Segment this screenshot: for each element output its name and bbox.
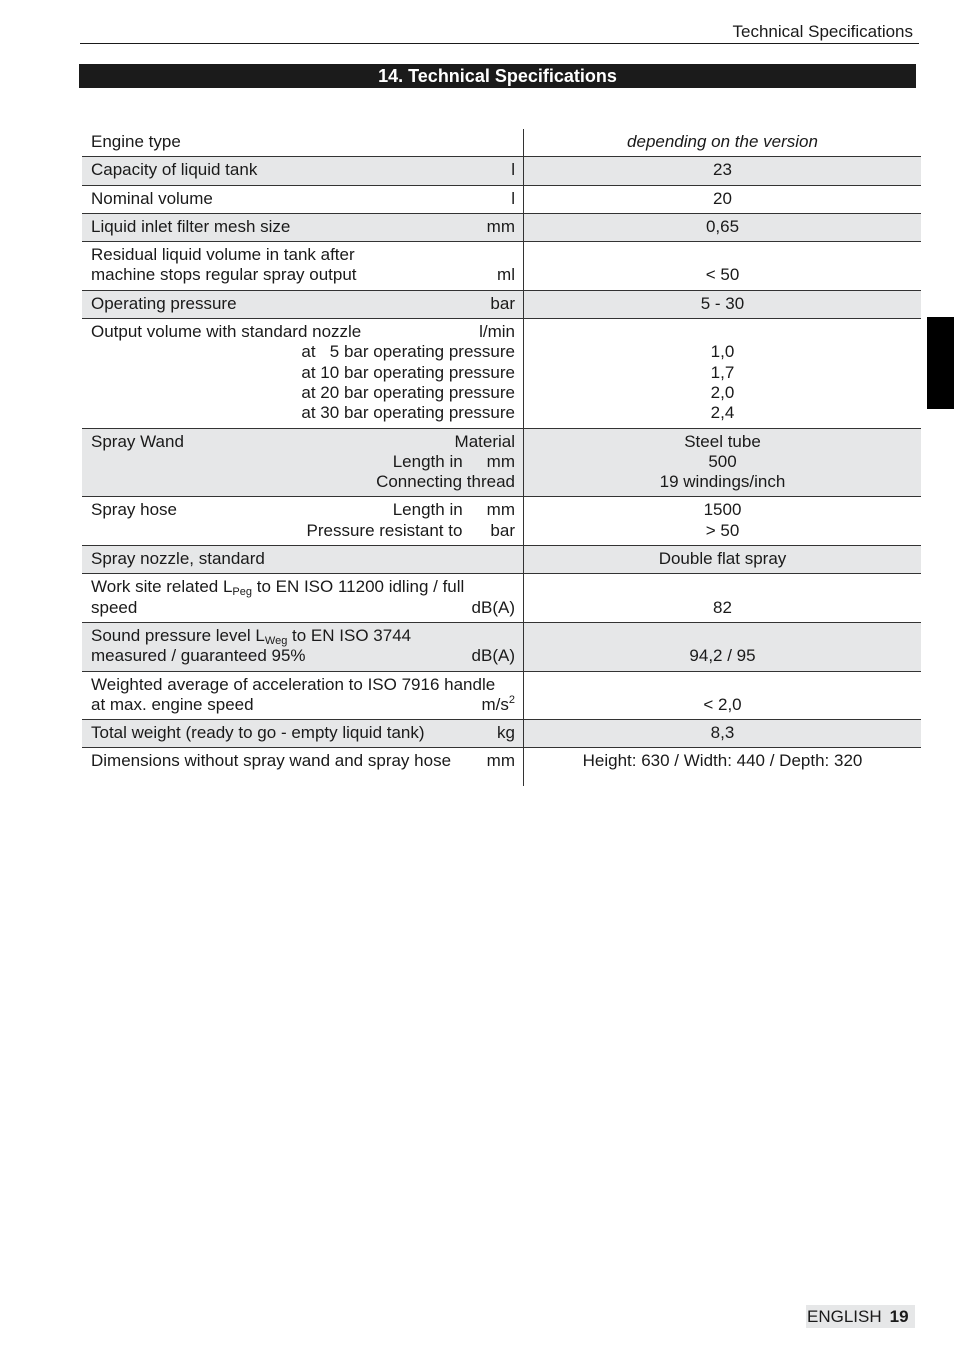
spec-label: Dimensions without spray wand and spray hose xyxy=(91,751,452,771)
spec-value: Steel tube xyxy=(684,431,761,451)
running-header: Technical Specifications xyxy=(732,22,913,41)
spec-value: < 50 xyxy=(705,265,740,285)
header-rule xyxy=(80,43,919,44)
spec-unit: $m/s^2$ xyxy=(481,693,515,714)
table-row xyxy=(82,748,921,786)
spec-value: 2,4 xyxy=(710,403,735,423)
spec-sublabel: Length in xyxy=(392,451,463,471)
spec-value: 1,0 xyxy=(710,342,735,362)
spec-label: at max. engine speed xyxy=(91,694,254,714)
spec-value: 500 xyxy=(708,451,737,471)
spec-value: 5 - 30 xyxy=(700,293,745,313)
spec-value: 19 windings/inch xyxy=(659,472,786,492)
spec-value: 8,3 xyxy=(710,723,735,743)
spec-value: Double flat spray xyxy=(658,549,787,569)
footer-language: ENGLISH xyxy=(807,1307,882,1326)
spec-value: 23 xyxy=(713,160,732,180)
spec-sublabel: Pressure resistant to xyxy=(306,520,463,540)
spec-value: 1500 xyxy=(703,500,742,520)
spec-label: Operating pressure xyxy=(91,293,237,313)
spec-label: machine stops regular spray output xyxy=(91,265,357,285)
spec-label: Sound pressure level $L_{Weg}$ to EN ISO 3744 xyxy=(91,625,412,647)
spec-unit: mm xyxy=(486,451,515,471)
spec-value: 82 xyxy=(713,597,732,617)
spec-label: Nominal volume xyxy=(91,188,213,208)
spec-unit: bar xyxy=(490,293,515,313)
table-row xyxy=(82,319,921,428)
table-row xyxy=(82,185,921,213)
spec-sublabel: at 20 bar operating pressure xyxy=(301,382,515,402)
spec-value: < 2,0 xyxy=(703,694,742,714)
spec-label: Output volume with standard nozzle xyxy=(91,322,362,342)
spec-label: Residual liquid volume in tank after xyxy=(91,245,355,265)
table-row xyxy=(82,157,921,185)
table-row xyxy=(82,720,921,748)
spec-unit: dB(A) xyxy=(471,597,515,617)
spec-label: Spray Wand xyxy=(91,431,184,451)
spec-sublabel: at 30 bar operating pressure xyxy=(301,403,515,423)
spec-label: Engine type xyxy=(91,132,181,151)
spec-label: Weighted average of acceleration to ISO 7916 handle xyxy=(91,674,496,694)
spec-value: 2,0 xyxy=(710,382,735,402)
spec-unit: mm xyxy=(486,500,515,520)
spec-unit: l xyxy=(511,188,515,208)
spec-label: Total weight (ready to go - empty liquid tank) xyxy=(91,723,425,743)
spec-label: speed xyxy=(91,597,138,617)
spec-label: Spray hose xyxy=(91,500,177,520)
spec-unit: mm xyxy=(486,751,515,771)
table-row xyxy=(82,428,921,497)
table-row xyxy=(82,290,921,318)
spec-label: measured / guaranteed 95% xyxy=(91,646,306,666)
spec-sublabel: at 5 bar operating pressure xyxy=(301,342,515,362)
table-row xyxy=(82,546,921,574)
table-row xyxy=(82,213,921,241)
page-footer xyxy=(806,1305,915,1328)
spec-value: 0,65 xyxy=(705,216,740,236)
spec-value: 20 xyxy=(713,188,732,208)
spec-label: Capacity of liquid tank xyxy=(91,160,258,180)
spec-value: > 50 xyxy=(705,520,740,540)
spec-value: 1,7 xyxy=(710,362,735,382)
table-row xyxy=(82,497,921,546)
spec-unit: l xyxy=(511,160,515,180)
spec-label: Liquid inlet filter mesh size xyxy=(91,216,291,236)
table-row xyxy=(82,622,921,671)
table-row xyxy=(82,242,921,291)
table-row xyxy=(82,129,921,157)
spec-label: Spray nozzle, standard xyxy=(91,549,265,569)
spec-unit: bar xyxy=(490,520,515,540)
table-row xyxy=(82,671,921,720)
section-title: 14. Technical Specifications xyxy=(79,64,916,88)
spec-unit: kg xyxy=(497,723,515,743)
spec-label: Work site related $L_{Peg}$ to EN ISO 11200 idling / full xyxy=(91,577,465,599)
spec-sublabel: at 10 bar operating pressure xyxy=(301,362,515,382)
table-row xyxy=(82,574,921,623)
spec-unit: l/min xyxy=(479,322,515,342)
spec-unit: ml xyxy=(497,265,515,285)
spec-table xyxy=(82,129,921,786)
spec-value: Height: 630 / Width: 440 / Depth: 320 xyxy=(582,751,863,771)
spec-value: 94,2 / 95 xyxy=(689,646,756,666)
spec-unit: mm xyxy=(486,216,515,236)
page-number: 19 xyxy=(889,1307,909,1326)
spec-sublabel: Material xyxy=(454,431,515,451)
spec-sublabel: Length in xyxy=(392,500,463,520)
spec-sublabel: Connecting thread xyxy=(376,472,515,492)
spec-value: depending on the version xyxy=(627,132,818,151)
spec-unit: dB(A) xyxy=(471,646,515,666)
chapter-tab-marker xyxy=(927,317,954,409)
